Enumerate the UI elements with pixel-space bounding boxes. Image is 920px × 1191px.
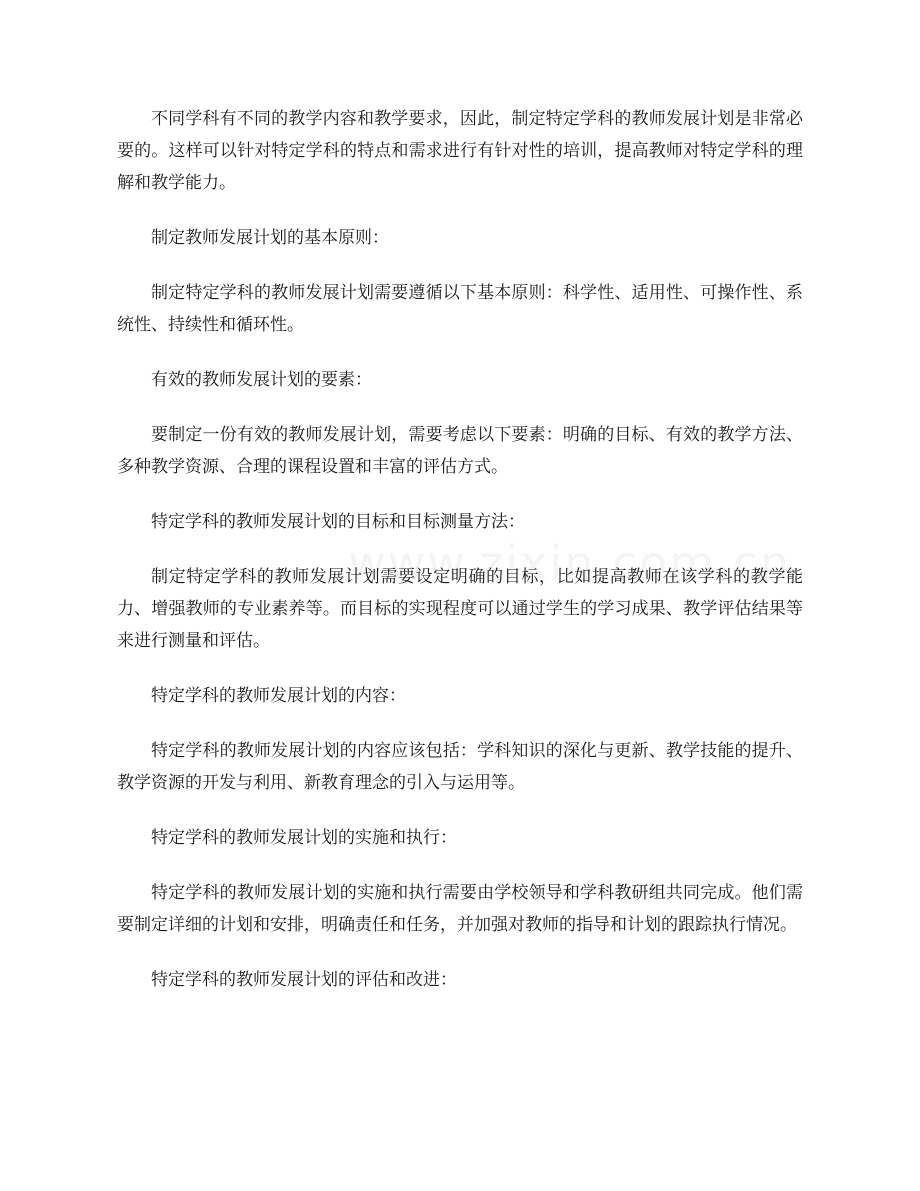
paragraph-intro: 不同学科有不同的教学内容和教学要求，因此，制定特定学科的教师发展计划是非常必要的。这样可以针对特定学科的特点和需求进行有针对性的培训，提高教师对特定学科的理解和教学能力。	[117, 109, 803, 193]
heading-plan-content: 特定学科的教师发展计划的内容：	[151, 686, 406, 706]
heading-implementation: 特定学科的教师发展计划的实施和执行：	[151, 828, 457, 848]
heading-evaluation-improvement: 特定学科的教师发展计划的评估和改进：	[151, 970, 457, 990]
heading-basic-principles: 制定教师发展计划的基本原则：	[151, 228, 389, 248]
paragraph-effective-elements: 要制定一份有效的教师发展计划，需要考虑以下要素：明确的目标、有效的教学方法、多种教学资源、合理的课程设置和丰富的评估方式。	[117, 425, 803, 477]
heading-goals-measurement: 特定学科的教师发展计划的目标和目标测量方法：	[151, 512, 525, 532]
paragraph-goals-measurement: 制定特定学科的教师发展计划需要设定明确的目标，比如提高教师在该学科的教学能力、增强教师的专业素养等。而目标的实现程度可以通过学生的学习成果、教学评估结果等来进行测量和评估。	[117, 567, 803, 651]
paragraph-implementation: 特定学科的教师发展计划的实施和执行需要由学校领导和学科教研组共同完成。他们需要制定详细的计划和安排，明确责任和任务，并加强对教师的指导和计划的跟踪执行情况。	[117, 883, 803, 935]
paragraph-basic-principles: 制定特定学科的教师发展计划需要遵循以下基本原则：科学性、适用性、可操作性、系统性、持续性和循环性。	[117, 283, 803, 335]
paragraph-plan-content: 特定学科的教师发展计划的内容应该包括：学科知识的深化与更新、教学技能的提升、教学资源的开发与利用、新教育理念的引入与运用等。	[117, 741, 803, 793]
heading-effective-elements: 有效的教师发展计划的要素：	[151, 370, 372, 390]
document-body	[117, 103, 803, 1019]
